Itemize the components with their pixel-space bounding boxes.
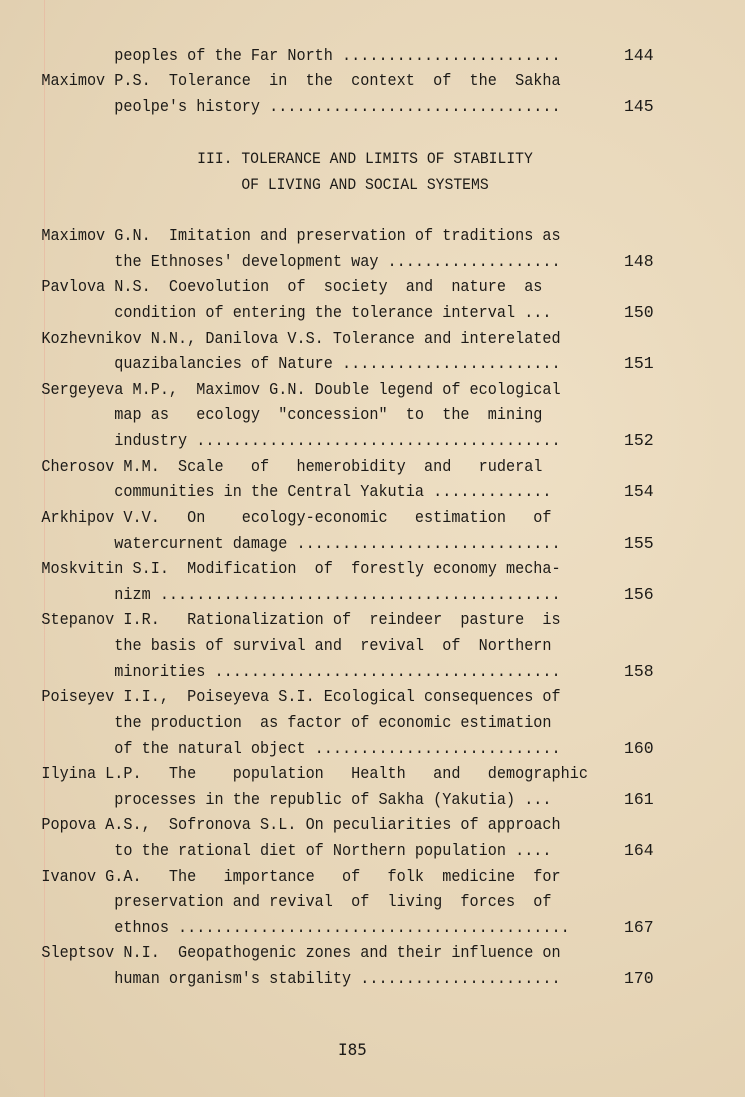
toc-page-number: 156 — [624, 585, 654, 604]
toc-line: preservation and revival of living forces of — [41, 892, 552, 911]
toc-line: of the natural object ........................... — [41, 739, 561, 758]
toc-line: human organism's stability ...................... — [41, 969, 561, 988]
toc-line: peoples of the Far North ........................ — [41, 46, 561, 65]
toc-page-number: 160 — [624, 739, 654, 758]
toc-line: Moskvitin S.I. Modification of forestly economy mecha- — [41, 559, 561, 578]
toc-page-number: 145 — [624, 97, 654, 116]
toc-line: condition of entering the tolerance interval ... — [41, 303, 552, 322]
toc-page-number: 155 — [624, 534, 654, 553]
toc-line: Popova A.S., Sofronova S.L. On peculiarities of approach — [41, 815, 561, 834]
toc-line: watercurnent damage ............................. — [41, 534, 561, 553]
toc-page-number: 167 — [624, 918, 654, 937]
toc-line: Kozhevnikov N.N., Danilova V.S. Tolerance and interelated — [41, 329, 561, 348]
toc-line: Maximov G.N. Imitation and preservation of traditions as — [41, 226, 561, 245]
toc-line: Sergeyeva M.P., Maximov G.N. Double legend of ecological — [41, 380, 561, 399]
toc-line: ethnos ........................................... — [41, 918, 570, 937]
toc-page-number: 170 — [624, 969, 654, 988]
toc-line: to the rational diet of Northern population .... — [41, 841, 552, 860]
toc-page-number: 152 — [624, 431, 654, 450]
toc-line: the basis of survival and revival of Northern — [41, 636, 552, 655]
toc-line: nizm ............................................ — [41, 585, 561, 604]
toc-page-number: 150 — [624, 303, 654, 322]
toc-line: Stepanov I.R. Rationalization of reindeer pasture is — [41, 610, 561, 629]
toc-line: communities in the Central Yakutia ............. — [41, 482, 552, 501]
toc-page-number: 148 — [624, 252, 654, 271]
toc-page-number: 154 — [624, 482, 654, 501]
toc-page-number: 151 — [624, 354, 654, 373]
toc-line: Arkhipov V.V. On ecology-economic estimation of — [41, 508, 552, 527]
section-heading-line-1: III. TOLERANCE AND LIMITS OF STABILITY — [197, 150, 533, 168]
toc-line: map as ecology "concession" to the mining — [41, 405, 543, 424]
toc-line: peolpe's history ................................ — [41, 97, 561, 116]
toc-line: processes in the republic of Sakha (Yakutia) ... — [41, 790, 552, 809]
toc-page-number: 144 — [624, 46, 654, 65]
toc-page-number: 158 — [624, 662, 654, 681]
toc-page-number: 161 — [624, 790, 654, 809]
toc-line: Maximov P.S. Tolerance in the context of the Sakha — [41, 71, 561, 90]
toc-line: Pavlova N.S. Coevolution of society and nature as — [41, 277, 543, 296]
toc-line: the Ethnoses' development way ................... — [41, 252, 561, 271]
toc-line: industry ........................................ — [41, 431, 561, 450]
toc-line: Ilyina L.P. The population Health and demographic — [41, 764, 588, 783]
toc-line: Poiseyev I.I., Poiseyeva S.I. Ecological consequences of — [41, 687, 561, 706]
page-folio-number: I85 — [338, 1040, 367, 1059]
toc-line: quazibalancies of Nature ........................ — [41, 354, 561, 373]
section-heading-line-2: OF LIVING AND SOCIAL SYSTEMS — [241, 176, 489, 194]
toc-line: the production as factor of economic estimation — [41, 713, 552, 732]
toc-line: minorities ...................................... — [41, 662, 561, 681]
toc-line: Ivanov G.A. The importance of folk medicine for — [41, 867, 561, 886]
toc-page-number: 164 — [624, 841, 654, 860]
toc-line: Cherosov M.M. Scale of hemerobidity and ruderal — [41, 457, 543, 476]
toc-line: Sleptsov N.I. Geopathogenic zones and their influence on — [41, 943, 561, 962]
